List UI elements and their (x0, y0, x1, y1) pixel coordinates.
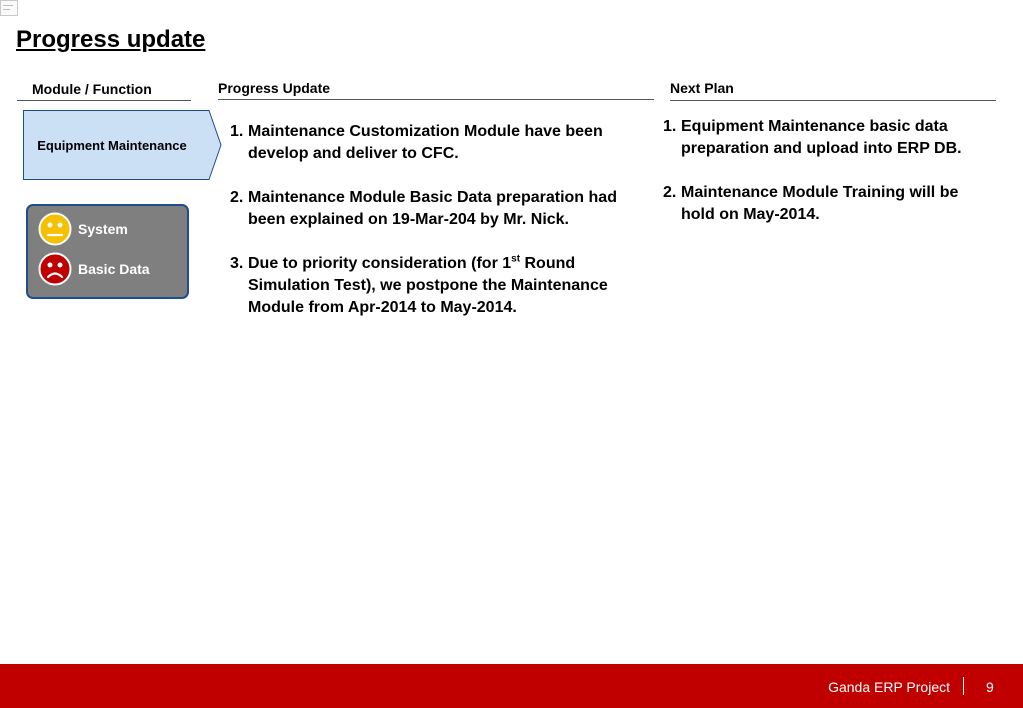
item-text: Equipment Maintenance basic data preparation and upload into ERP DB. (681, 118, 962, 157)
item-text-after: Round Simulation Test), we postpone the Maintenance Module from Apr-2014 to May-2014. (248, 255, 608, 316)
next-plan-item (663, 182, 993, 226)
status-label-system: System (78, 221, 128, 237)
status-item-basic-data (38, 252, 150, 286)
footer-bar (0, 664, 1023, 708)
module-chevron (23, 110, 223, 180)
item-text-before: Due to priority consideration (for 1 (248, 255, 512, 272)
item-number: 2. (230, 189, 244, 206)
item-number: 2. (663, 184, 677, 201)
progress-update-list (230, 121, 620, 341)
next-plan-item (663, 116, 993, 160)
page-number: 9 (986, 679, 994, 695)
progress-update-header: Progress Update (218, 80, 654, 100)
status-item-system (38, 212, 128, 246)
status-label-basic-data: Basic Data (78, 261, 150, 277)
slide-title: Progress update (16, 26, 206, 53)
neutral-face-icon (38, 212, 72, 246)
status-legend (26, 204, 189, 299)
progress-item (230, 253, 620, 319)
footer-divider (963, 677, 964, 695)
item-number: 1. (230, 123, 244, 140)
progress-item (230, 187, 620, 231)
sad-face-icon (38, 252, 72, 286)
item-text: Maintenance Module Training will be hold on May-2014. (681, 184, 959, 223)
next-plan-list (663, 116, 993, 248)
item-number: 1. (663, 118, 677, 135)
item-number: 3. (230, 255, 244, 272)
item-superscript: st (511, 253, 521, 265)
item-text: Maintenance Customization Module have been develop and deliver to CFC. (248, 123, 603, 162)
company-logo (0, 0, 18, 16)
progress-item (230, 121, 620, 165)
module-label: Equipment Maintenance (37, 137, 187, 153)
item-text: Maintenance Module Basic Data preparation had been explained on 19-Mar-204 by Mr. Nick. (248, 189, 617, 228)
module-function-header: Module / Function (17, 81, 191, 101)
next-plan-header: Next Plan (670, 80, 996, 101)
footer-project-name: Ganda ERP Project (828, 679, 950, 695)
